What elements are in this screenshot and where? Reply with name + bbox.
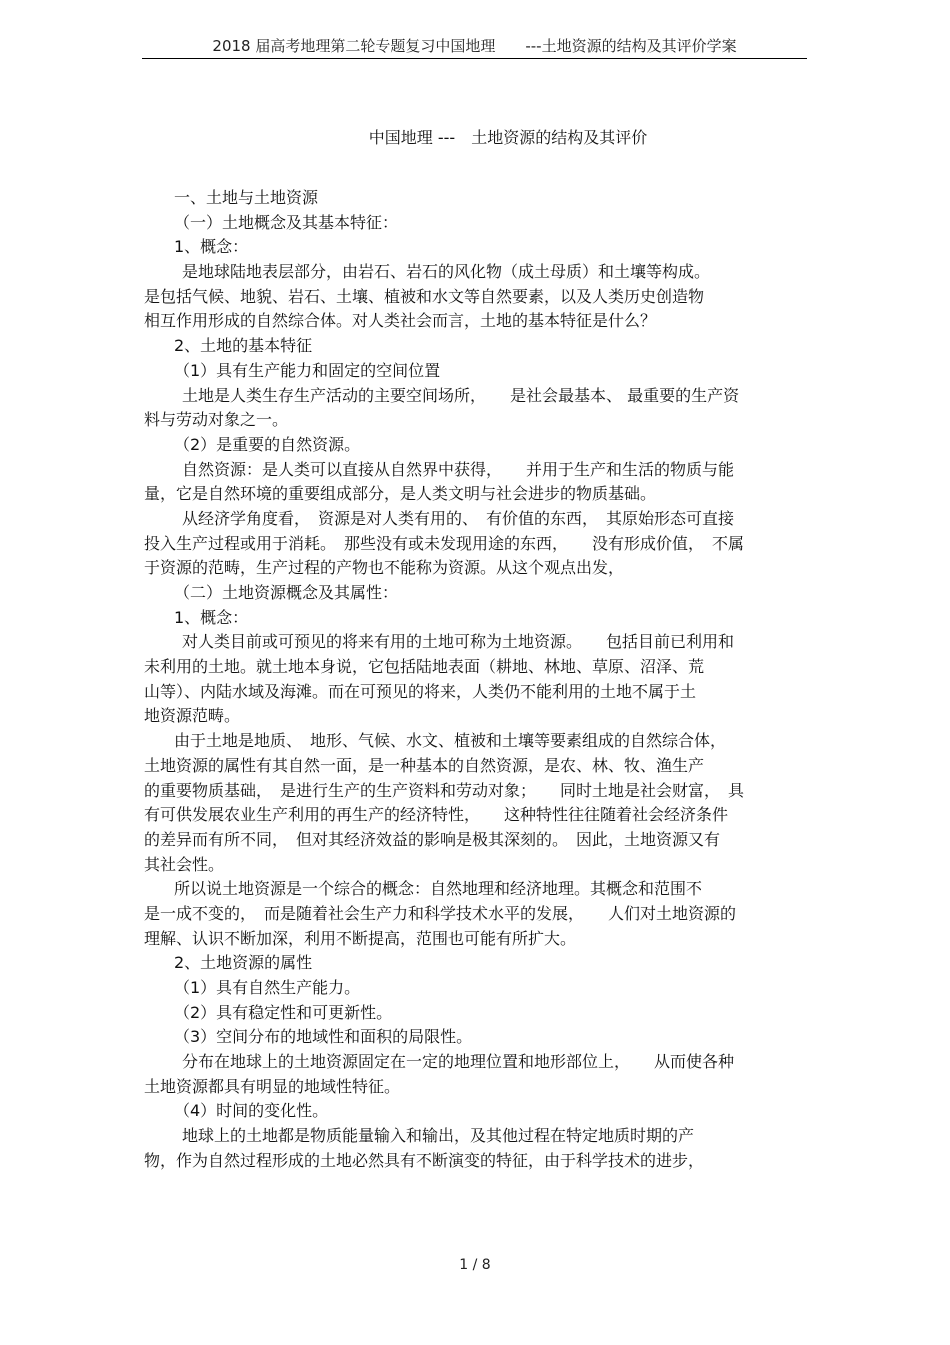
paragraph-line: 土地是人类生存生产活动的主要空间场所， 是社会最基本、 最重要的生产资 <box>182 385 740 405</box>
list-item: （1）具有自然生产能力。 <box>174 978 361 997</box>
paragraph-line: 是地球陆地表层部分，由岩石、岩石的风化物（成土母质）和土壤等构成。 <box>182 262 711 282</box>
paragraph-line: 分布在地球上的土地资源固定在一定的地理位置和地形部位上， 从而使各种 <box>182 1052 735 1072</box>
paragraph-line: 由于土地是地质、 地形、气候、水文、植被和土壤等要素组成的自然综合体， <box>174 731 727 751</box>
paragraph-line: 地资源范畴。 <box>144 706 241 726</box>
paragraph-line: 有可供发展农业生产利用的再生产的经济特性， 这种特性往往随着社会经济条件 <box>144 805 729 825</box>
paragraph-line: 理解、认识不断加深，利用不断提高，范围也可能有所扩大。 <box>144 928 577 948</box>
item-heading: （1）具有生产能力和固定的空间位置 <box>174 360 441 380</box>
item-heading: （2）是重要的自然资源。 <box>174 434 361 454</box>
subsection-heading: （二）土地资源概念及其属性： <box>174 583 399 602</box>
page-number: 1 / 8 <box>459 1257 491 1273</box>
paragraph-line: 从经济学角度看， 资源是对人类有用的、 有价值的东西， 其原始形态可直接 <box>182 508 735 528</box>
paragraph-line: 土地资源的属性有其自然一面，是一种基本的自然资源，是农、林、牧、渔生产 <box>144 755 705 775</box>
paragraph-line: 其社会性。 <box>144 854 225 874</box>
paragraph-line: 自然资源：是人类可以直接从自然界中获得， 并用于生产和生活的物质与能 <box>182 459 735 479</box>
paragraph-line: 于资源的范畴，生产过程的产物也不能称为资源。从这个观点出发， <box>144 558 625 578</box>
paragraph-line: 量，它是自然环境的重要组成部分，是人类文明与社会进步的物质基础。 <box>144 484 657 504</box>
list-item: （4）时间的变化性。 <box>174 1101 329 1121</box>
document-title: 中国地理 --- 土地资源的结构及其评价 <box>368 128 648 147</box>
paragraph-line: 地球上的土地都是物质能量输入和输出，及其他过程在特定地质时期的产 <box>182 1126 695 1146</box>
paragraph-line: 的重要物质基础， 是进行生产的生产资料和劳动对象； 同时土地是社会财富， 具 <box>144 780 745 800</box>
list-item: （3）空间分布的地域性和面积的局限性。 <box>174 1027 473 1047</box>
paragraph-line: 的差异而有所不同， 但对其经济效益的影响是极其深刻的。 因此，土地资源又有 <box>144 829 721 849</box>
item-heading: 1、概念： <box>174 237 249 257</box>
paragraph-line: 是包括气候、地貌、岩石、土壤、植被和水文等自然要素，以及人类历史创造物 <box>144 286 705 306</box>
paragraph-line: 料与劳动对象之一。 <box>144 410 289 430</box>
paragraph-line: 投入生产过程或用于消耗。 那些没有或未发现用途的东西， 没有形成价值， 不属 <box>144 533 745 553</box>
paragraph-line: 未利用的土地。就土地本身说，它包括陆地表面（耕地、林地、草原、沼泽、荒 <box>144 657 705 677</box>
item-heading: 2、土地资源的属性 <box>174 953 313 973</box>
section-heading: 一、土地与土地资源 <box>174 188 319 207</box>
paragraph-line: 相互作用形成的自然综合体。对人类社会而言，土地的基本特征是什么？ <box>144 311 657 331</box>
list-item: （2）具有稳定性和可更新性。 <box>174 1002 393 1022</box>
page-header: 2018 届高考地理第二轮专题复习中国地理 ---土地资源的结构及其评价学案 <box>142 36 807 59</box>
paragraph-line: 土地资源都具有明显的地域性特征。 <box>144 1076 401 1096</box>
paragraph-line: 对人类目前或可预见的将来有用的土地可称为土地资源。 包括目前已利用和 <box>182 632 735 652</box>
paragraph-line: 山等）、内陆水域及海滩。而在可预见的将来，人类仍不能利用的土地不属于土 <box>144 681 697 701</box>
subsection-heading: （一）土地概念及其基本特征： <box>174 212 399 232</box>
item-heading: 2、土地的基本特征 <box>174 336 313 356</box>
paragraph-line: 是一成不变的， 而是随着社会生产力和科学技术水平的发展， 人们对土地资源的 <box>144 903 737 923</box>
item-heading: 1、概念： <box>174 607 249 627</box>
document-body <box>144 186 807 1174</box>
paragraph-line: 所以说土地资源是一个综合的概念：自然地理和经济地理。其概念和范围不 <box>174 879 703 899</box>
paragraph-line: 物，作为自然过程形成的土地必然具有不断演变的特征，由于科学技术的进步， <box>144 1150 705 1170</box>
